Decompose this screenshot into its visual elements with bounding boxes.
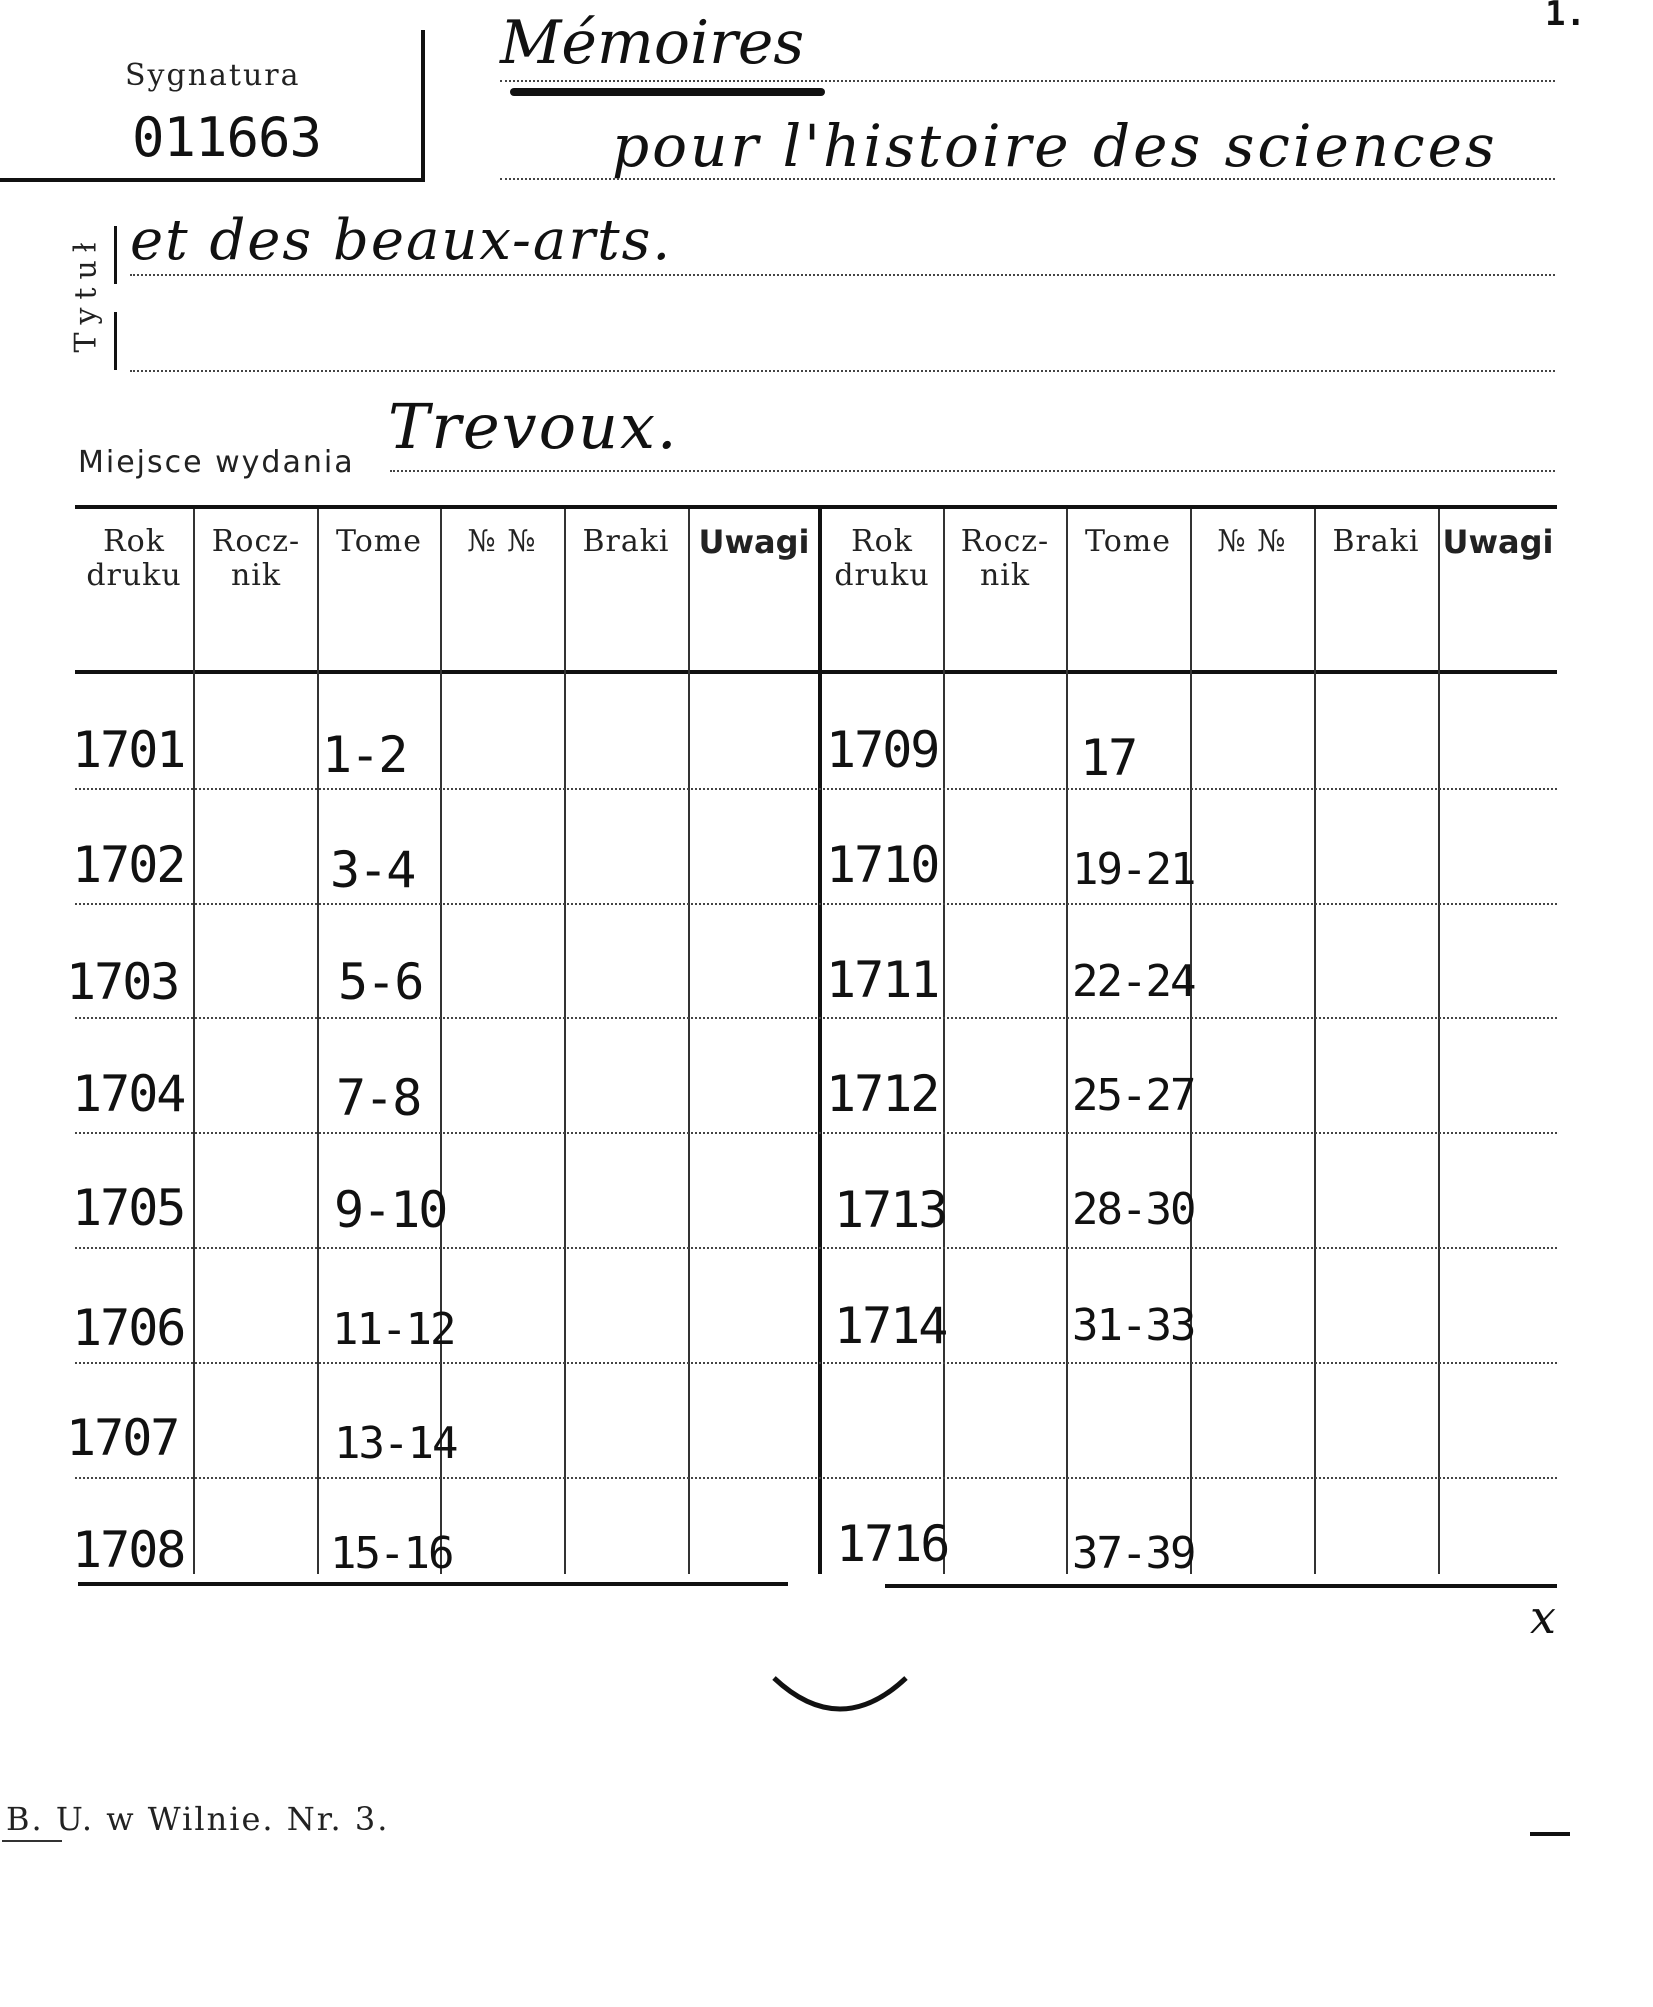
header-braki-right: Braki	[1332, 524, 1420, 559]
header-nr-left: № №	[467, 524, 537, 559]
col-sep-4	[564, 509, 566, 1574]
table-header-bottom-border	[75, 670, 1557, 674]
col-sep-7	[943, 509, 945, 1574]
left-row-6-tome: 11-12	[332, 1304, 455, 1355]
left-row-7-tome: 13-14	[334, 1418, 457, 1469]
cross-mark: x	[1530, 1590, 1556, 1644]
title-dotted-line-3	[130, 274, 1555, 276]
footer-text: B. U. w Wilnie. Nr. 3.	[6, 1800, 390, 1838]
header-braki-left: Braki	[582, 524, 670, 559]
table-bottom-border-right	[885, 1584, 1557, 1588]
row-line-3	[75, 1017, 1557, 1019]
header-rocznik-right: Rocz- nik	[960, 524, 1050, 593]
sygnatura-value: 011663	[132, 106, 322, 169]
left-row-6-rok: 1706	[72, 1299, 185, 1357]
row-line-4	[75, 1132, 1557, 1134]
col-sep-2	[317, 509, 319, 1574]
right-edge-mark	[1530, 1832, 1570, 1836]
miejsce-dotted-line	[390, 470, 1555, 472]
left-row-1-tome: 1-2	[322, 726, 407, 784]
left-row-8-tome: 15-16	[330, 1528, 453, 1579]
left-row-3-rok: 1703	[66, 953, 179, 1011]
title-underline	[510, 88, 825, 96]
row-line-2	[75, 903, 1557, 905]
right-row-8-rok: 1716	[836, 1515, 949, 1573]
tytul-bracket-1	[114, 226, 117, 284]
left-row-4-tome: 7-8	[336, 1069, 421, 1127]
tytul-label	[66, 216, 106, 376]
right-row-5-rok: 1713	[834, 1181, 947, 1239]
right-row-4-tome: 25-27	[1072, 1070, 1195, 1121]
col-sep-5	[688, 509, 690, 1574]
title-dotted-line-2	[500, 178, 1555, 180]
left-row-7-rok: 1707	[66, 1409, 179, 1467]
left-row-8-rok: 1708	[72, 1521, 185, 1579]
header-rocznik-left: Rocz- nik	[211, 524, 301, 593]
title-line-3: et des beaux-arts.	[130, 208, 673, 273]
right-row-1-tome: 17	[1080, 729, 1137, 787]
header-uwagi-left: Uwagi	[698, 523, 810, 561]
table-top-border	[75, 505, 1557, 509]
left-row-5-rok: 1705	[72, 1179, 185, 1237]
left-row-5-tome: 9-10	[334, 1181, 447, 1239]
title-dotted-line-4	[130, 370, 1555, 372]
right-row-5-tome: 28-30	[1072, 1184, 1195, 1235]
right-row-8-tome: 37-39	[1072, 1528, 1195, 1579]
header-rok-right: Rok druku	[834, 524, 930, 593]
corner-mark: 1.	[1545, 0, 1586, 34]
title-line-1: Mémoires	[500, 8, 805, 78]
miejsce-value: Trevoux.	[388, 390, 679, 463]
header-nr-right: № №	[1217, 524, 1287, 559]
title-dotted-line-1	[500, 80, 1555, 82]
col-sep-10	[1314, 509, 1316, 1574]
right-row-4-rok: 1712	[826, 1065, 939, 1123]
sygnatura-box	[0, 30, 425, 182]
header-rok-left: Rok druku	[86, 524, 182, 593]
header-uwagi-right: Uwagi	[1442, 523, 1554, 561]
miejsce-label: Miejsce wydania	[78, 445, 355, 480]
title-line-2: pour l'histoire des sciences	[612, 112, 1498, 180]
header-tome-left: Tome	[336, 524, 422, 559]
left-row-2-tome: 3-4	[330, 841, 415, 899]
col-sep-1	[193, 509, 195, 1574]
row-line-6	[75, 1362, 1557, 1364]
sygnatura-bottom-border	[0, 178, 425, 182]
tytul-bracket-2	[114, 312, 117, 370]
col-sep-8	[1066, 509, 1068, 1574]
right-row-2-tome: 19-21	[1072, 844, 1195, 895]
left-row-1-rok: 1701	[72, 721, 185, 779]
sygnatura-right-border	[421, 30, 425, 182]
col-sep-11	[1438, 509, 1440, 1574]
left-row-3-tome: 5-6	[338, 953, 423, 1011]
row-line-5	[75, 1247, 1557, 1249]
left-row-2-rok: 1702	[72, 836, 185, 894]
row-line-7	[75, 1477, 1557, 1479]
header-tome-right: Tome	[1085, 524, 1171, 559]
right-row-6-rok: 1714	[834, 1297, 947, 1355]
right-row-6-tome: 31-33	[1072, 1300, 1195, 1351]
punch-hole-arc	[770, 1670, 910, 1730]
right-row-3-rok: 1711	[826, 951, 939, 1009]
sygnatura-label: Sygnatura	[125, 58, 301, 93]
right-row-3-tome: 22-24	[1072, 956, 1195, 1007]
col-sep-middle	[818, 509, 822, 1574]
row-line-1	[75, 788, 1557, 790]
col-sep-9	[1190, 509, 1192, 1574]
footer-underline	[2, 1840, 62, 1842]
right-row-1-rok: 1709	[826, 721, 939, 779]
tytul-label-text: Tytuł	[68, 234, 104, 353]
right-row-2-rok: 1710	[826, 836, 939, 894]
left-row-4-rok: 1704	[72, 1065, 185, 1123]
